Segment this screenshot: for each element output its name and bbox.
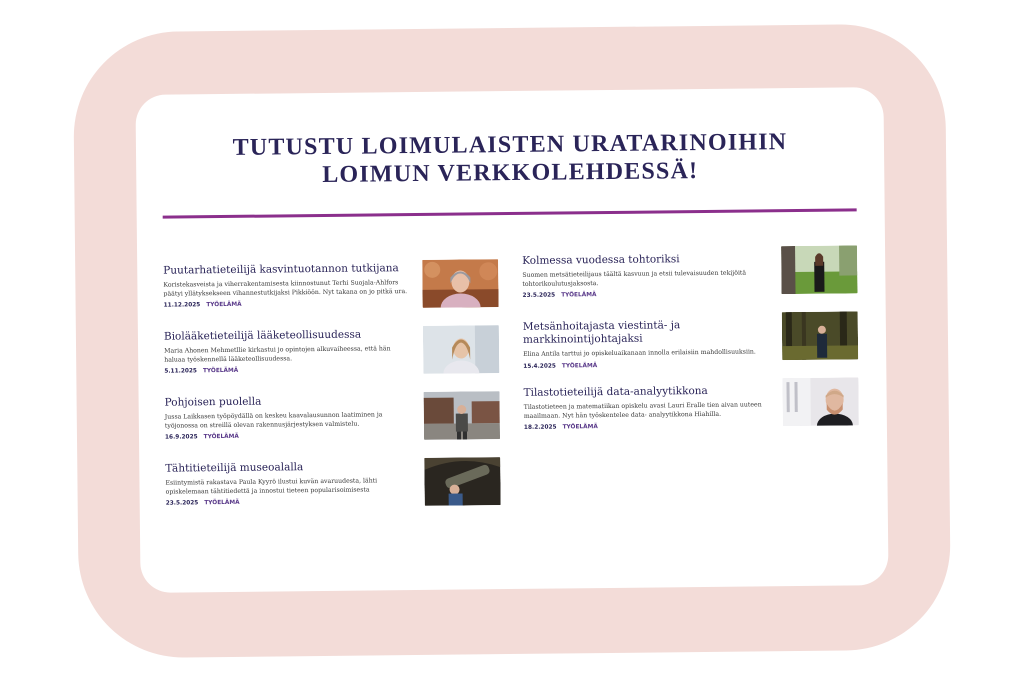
article-title[interactable]: Metsänhoitajasta viestintä- ja markkinointijohtajaksi [522,319,681,346]
article-item[interactable] [523,383,859,453]
article-list-right [522,251,859,452]
article-item[interactable] [163,261,499,331]
article-list-left [163,261,501,528]
article-date: 23.5.2025 [165,500,199,507]
article-excerpt: Maria Ahonen Mehmetllie kirkastui jo opintojen alkuvaiheessa, että hän haluaa työskennellä lääketeollisuudessa. [164,345,391,364]
article-date: 15.4.2025 [523,363,556,370]
article-excerpt: Koristekasveista ja viherrakentamisesta kiinnostunut Terhi Suojala-Ahlfors päätyi yllätyksekseen vihannestutkijaksi Pikkiöön. Nyt takana on jo pitkä ura. [163,279,408,298]
article-excerpt: Elina Antila tarttui jo opiskeluaikanaan innolla erilaisiin mahdollisuuksiin. [523,348,756,358]
article-thumbnail[interactable] [782,377,858,426]
article-item[interactable] [522,251,858,321]
article-category-link[interactable]: TYÖELÄMÄ [561,292,597,299]
article-category-link[interactable]: TYÖELÄMÄ [562,424,598,431]
article-excerpt: Suomen metsätieteilijaus täältä kasvuun ja etsii tulevaisuuden tekijöitä tohtorikoulutusjaksosta. [522,269,747,288]
title-divider [163,208,857,218]
article-date: 5.11.2025 [164,368,197,375]
page-title [136,127,885,191]
article-date: 18.2.2025 [523,424,557,432]
article-item[interactable] [165,459,501,529]
page-title-line-1: TUTUSTU LOIMULAISTEN URATARINOIHIN [232,129,788,161]
article-date: 16.9.2025 [164,434,198,441]
article-title[interactable]: Puutarhatieteilijä kasvintuotannon tutkijana [163,262,399,277]
article-category-link[interactable]: TYÖELÄMÄ [206,302,242,309]
page-title-line-2: LOIMUN VERKKOLEHDESSÄ! [322,158,699,188]
article-thumbnail[interactable] [422,259,498,308]
screenshot-card [135,87,888,593]
article-title[interactable]: Kolmessa vuodessa tohtoriksi [522,253,680,267]
article-category-link[interactable]: TYÖELÄMÄ [561,362,598,370]
article-date: 11.12.2025 [163,302,201,309]
article-thumbnail[interactable] [424,391,500,440]
article-item[interactable] [165,393,501,463]
article-excerpt: Tilastotieteen ja matematiikan opiskelu avasi Lauri Eralle tien aivan uuteen maailmaan. Nyt hän työskentelee data- analyytikkona Hiahilla. [523,401,762,420]
article-date: 23.5.2025 [522,292,556,300]
article-thumbnail[interactable] [423,325,499,374]
article-item[interactable] [164,327,500,397]
article-title[interactable]: Pohjoisen puolella [164,395,262,409]
article-category-link[interactable]: TYÖELÄMÄ [204,500,240,507]
article-title[interactable]: Biolääketieteilijä lääketeollisuudessa [163,328,362,343]
article-title[interactable]: Tilastotieteilijä data-analyytikkona [523,384,708,399]
article-excerpt: Jussa Laikkasen työpöydällä on keskeu kaavalausunnon laatiminen ja työjonossa on streillä olevan rakennusjärjestyksen valmistelu. [164,411,383,430]
article-thumbnail[interactable] [782,311,858,360]
article-category-link[interactable]: TYÖELÄMÄ [203,434,239,441]
article-thumbnail[interactable] [781,245,857,294]
article-item[interactable] [523,317,859,387]
article-excerpt: Esiintymistä rakastava Paula Kyyrö ilustui kuvän avaruudesta, lähti opiskelemaan tähtitiedettä ja innostui tieteen popularisoimisesta [165,477,378,496]
article-thumbnail[interactable] [424,457,500,506]
article-title[interactable]: Tähtitieteilijä museoalalla [165,461,304,475]
article-category-link[interactable]: TYÖELÄMÄ [202,368,239,375]
